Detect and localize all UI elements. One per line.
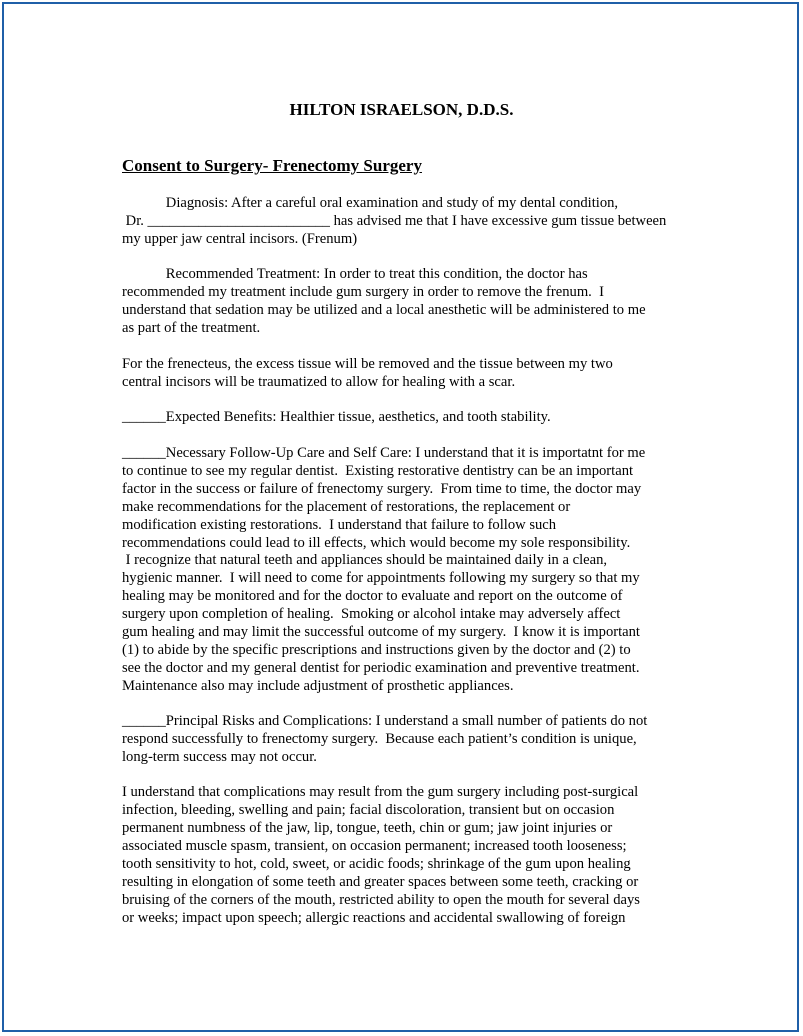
text-line: modification existing restorations. I understand that failure to follow such — [122, 517, 557, 533]
text-line: For the frenecteus, the excess tissue will be removed and the tissue between my two — [122, 356, 613, 372]
text-line: Recommended Treatment: In order to treat this condition, the doctor has — [122, 266, 588, 282]
text-line: permanent numbness of the jaw, lip, tongue, teeth, chin or gum; jaw joint injuries or — [122, 820, 613, 836]
text-line: ______Necessary Follow-Up Care and Self Care: I understand that it is importatnt for me — [122, 445, 646, 461]
text-line: associated muscle spasm, transient, on occasion permanent; increased tooth looseness; — [122, 838, 627, 854]
text-line: Dr. _________________________ has advised me that I have excessive gum tissue between — [122, 213, 667, 229]
text-line: I recognize that natural teeth and appliances should be maintained daily in a clean, — [122, 552, 608, 568]
text-line: hygienic manner. I will need to come for appointments following my surgery so that my — [122, 570, 640, 586]
text-line: as part of the treatment. — [122, 320, 261, 336]
text-line: ______Expected Benefits: Healthier tissue, aesthetics, and tooth stability. — [122, 409, 551, 425]
text-line: tooth sensitivity to hot, cold, sweet, or acidic foods; shrinkage of the gum upon healing — [122, 856, 631, 872]
text-line: bruising of the corners of the mouth, restricted ability to open the mouth for several days — [122, 892, 640, 908]
text-line: recommendations could lead to ill effects, which would become my sole responsibility. — [122, 535, 631, 551]
text-line: Diagnosis: After a careful oral examination and study of my dental condition, — [122, 195, 619, 211]
text-line: I understand that complications may result from the gum surgery including post-surgical — [122, 784, 639, 800]
text-line: surgery upon completion of healing. Smoking or alcohol intake may adversely affect — [122, 606, 621, 622]
text-line: my upper jaw central incisors. (Frenum) — [122, 231, 358, 247]
text-line: recommended my treatment include gum surgery in order to remove the frenum. I — [122, 284, 604, 300]
text-line: to continue to see my regular dentist. Existing restorative dentistry can be an important — [122, 463, 634, 479]
doctor-name-heading: HILTON ISRAELSON, D.D.S. — [289, 100, 514, 119]
text-line: resulting in elongation of some teeth and greater spaces between some teeth, cracking or — [122, 874, 639, 890]
text-line: make recommendations for the placement of restorations, the replacement or — [122, 499, 571, 515]
text-line: (1) to abide by the specific prescriptions and instructions given by the doctor and (2) to — [122, 642, 631, 658]
text-line: see the doctor and my general dentist for periodic examination and preventive treatment. — [122, 660, 640, 676]
text-line: or weeks; impact upon speech; allergic reactions and accidental swallowing of foreign — [122, 910, 626, 926]
text-line: factor in the success or failure of frenectomy surgery. From time to time, the doctor may — [122, 481, 642, 497]
text-line: understand that sedation may be utilized and a local anesthetic will be administered to me — [122, 302, 646, 318]
text-line: Maintenance also may include adjustment of prosthetic appliances. — [122, 678, 514, 694]
text-line: infection, bleeding, swelling and pain; facial discoloration, transient but on occasion — [122, 802, 615, 818]
consent-form-title: Consent to Surgery- Frenectomy Surgery — [122, 156, 422, 175]
text-line: central incisors will be traumatized to allow for healing with a scar. — [122, 374, 516, 390]
text-line: healing may be monitored and for the doctor to evaluate and report on the outcome of — [122, 588, 623, 604]
text-line: gum healing and may limit the successful outcome of my surgery. I know it is important — [122, 624, 640, 640]
text-line: ______Principal Risks and Complications: I understand a small number of patients do not — [122, 713, 648, 729]
text-line: long-term success may not occur. — [122, 749, 317, 765]
text-line: respond successfully to frenectomy surgery. Because each patient’s condition is unique, — [122, 731, 637, 747]
